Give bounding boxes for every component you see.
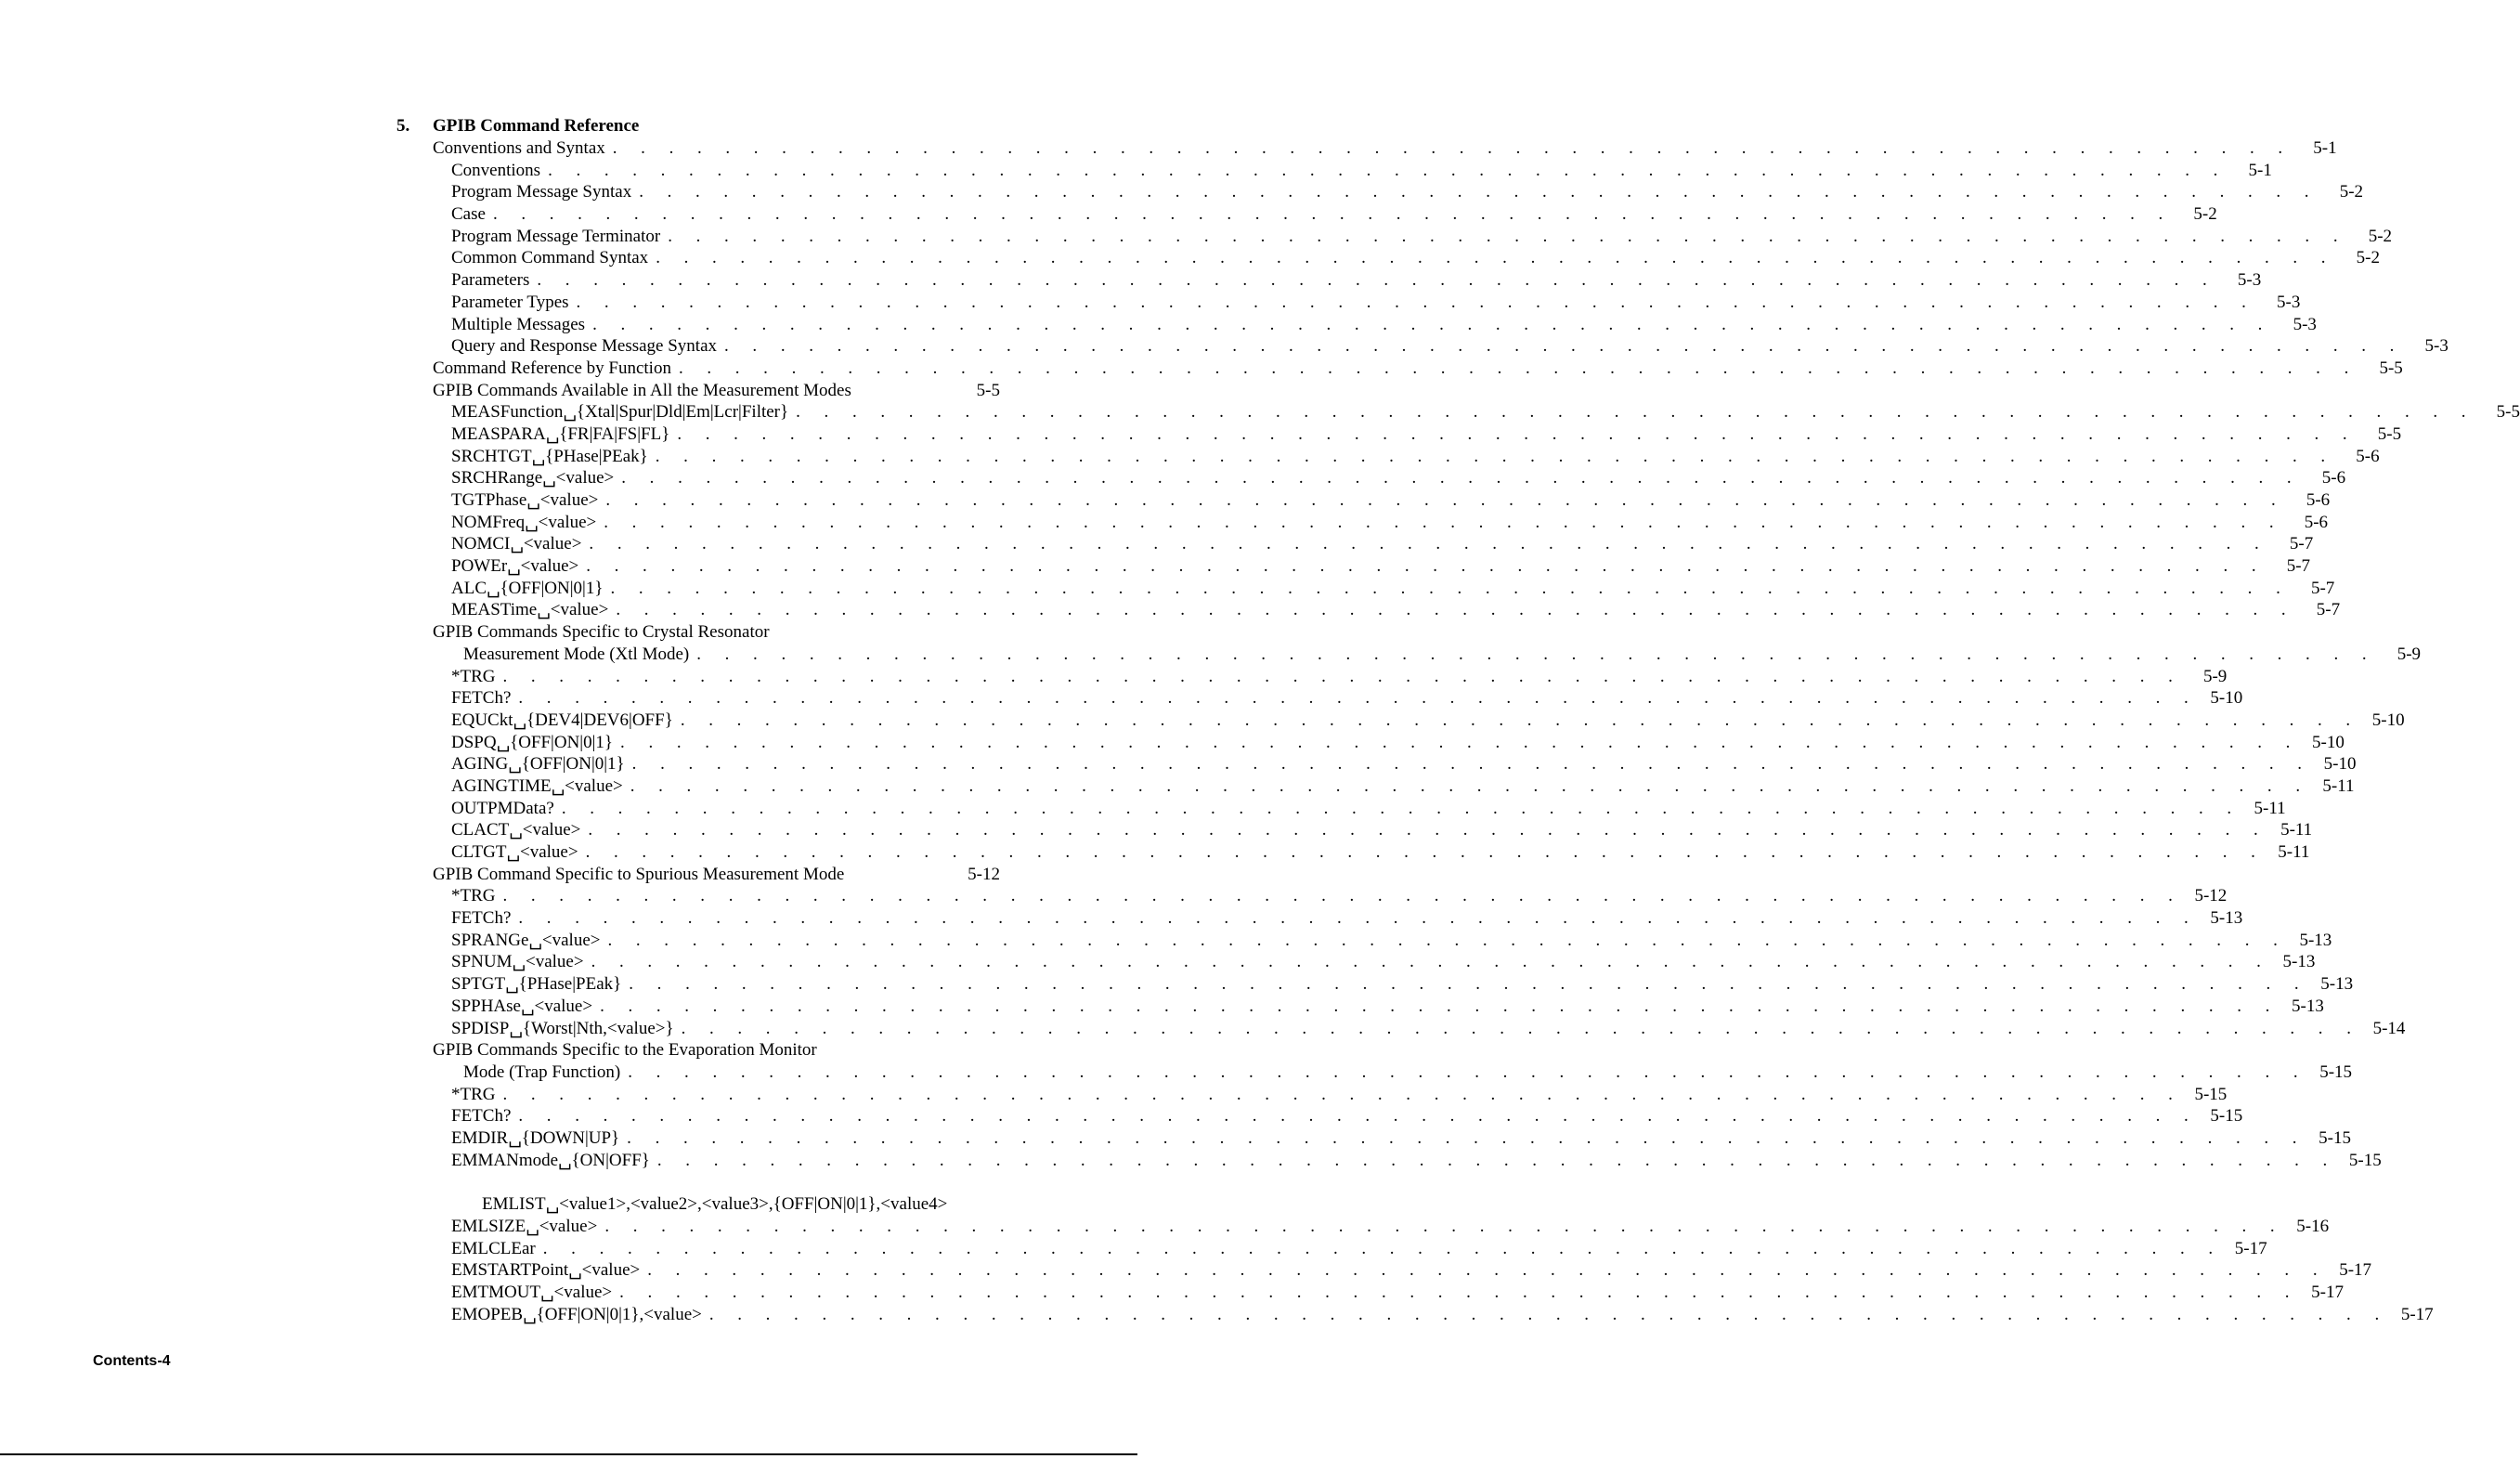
toc-entry-title: OUTPMData? (451, 798, 554, 818)
toc-entry[interactable] (396, 1039, 1000, 1062)
toc-entry[interactable] (396, 203, 2217, 226)
toc-entry[interactable] (396, 533, 2314, 555)
toc-entry[interactable] (396, 819, 2313, 841)
toc-entry-page: 5-11 (2278, 842, 2310, 862)
toc-entry-page: 5-2 (2368, 226, 2393, 246)
toc-entry[interactable] (396, 1259, 2372, 1282)
table-of-contents (396, 115, 2520, 1325)
toc-entry[interactable] (396, 885, 2228, 907)
toc-entry-title: MEASFunction␣{Xtal|Spur|Dld|Em|Lcr|Filter} (451, 402, 789, 423)
toc-entry-title: *TRG (451, 666, 496, 686)
toc-entry-page: 5-13 (2320, 974, 2354, 995)
toc-entry[interactable] (396, 292, 2301, 314)
dot-leader: . . . . . . . . . . . . . . . . . . . . . . . . . . . . . . . . . . . . . . . . . . . . . . . . . . . . . . . . . . . . (600, 996, 2280, 1016)
dot-leader: . . . . . . . . . . . . . . . . . . . . . . . . . . . . . . . . . . . . . . . . . . . . . . . . . . . . . . . . . . . . (592, 314, 2272, 334)
toc-entry-page: 5-17 (2400, 1304, 2434, 1324)
toc-entry-page: 5-7 (2289, 534, 2314, 554)
toc-entry-title: *TRG (451, 886, 496, 906)
dot-leader: . . . . . . . . . . . . . . . . . . . . . . . . . . . . . . . . . . . . . . . . . . . . . . . . . . . . . . . . . . . . (639, 182, 2319, 202)
toc-entry-page: 5-10 (2371, 710, 2405, 730)
toc-entry-page: 5-17 (2339, 1260, 2372, 1281)
toc-entry-title: GPIB Command Specific to Spurious Measurement Mode (433, 864, 845, 884)
toc-entry-title: EQUCkt␣{DEV4|DEV6|OFF} (451, 710, 673, 730)
toc-entry[interactable] (396, 160, 2272, 182)
toc-entry[interactable] (396, 489, 2331, 512)
dot-leader: . . . . . . . . . . . . . . . . . . . . . . . . . . . . . . . . . . . . . . . . . . . . . . . . . . . . . . . . . . . . (537, 270, 2217, 291)
dot-leader: . . . . . . . . . . . . . . . . . . . . . . . . . . . . . . . . . . . . . . . . . . . . . . . . . . . . . . . . . . . . (561, 798, 2241, 818)
toc-entry-title: GPIB Commands Specific to Crystal Resonator (433, 622, 770, 643)
toc-entry[interactable] (396, 1216, 2330, 1238)
dot-leader: . . . . . . . . . . . . . . . . . . . . . . . . . . . . . . . . . . . . . . . . . . . . . . . . . . . . . . . . . . . . (585, 842, 2266, 862)
toc-entry-page: 5-2 (2193, 204, 2217, 225)
dot-leader: . . . . . . . . . . . . . . . . . . . . . . . . . . . . . . . . . . . . . . . . . . . . . . . . . . . . . . . . . . . . (610, 578, 2291, 598)
toc-entry[interactable] (396, 1062, 2353, 1084)
toc-entry-title: SRCHRange␣<value> (451, 468, 615, 488)
toc-entry[interactable] (396, 1238, 2267, 1260)
dot-leader: . . . . . . . . . . . . . . . . . . . . . . . . . . . . . . . . . . . . . . . . . . . . . . . . . . . . . . . . . . . . (655, 446, 2335, 466)
dot-leader: . . . . . . . . . . . . . . . . . . . . . . . . . . . . . . . . . . . . . . . . . . . . . . . . . . . . . . . . . . . . (586, 556, 2267, 577)
toc-entry-page: 5-3 (2293, 314, 2317, 334)
dot-leader: . . . . . . . . . . . . . . . . . . . . . . . . . . . . . . . . . . . . . . . . . . . . . . . . . . . . . . . . . . . . (656, 1150, 2337, 1170)
dot-leader: . . . . . . . . . . . . . . . . . . . . . . . . . . . . . . . . . . . . . . . . . . . . . . . . . . . . . . . . . . . . (605, 490, 2286, 510)
toc-entry-title: Parameter Types (451, 292, 569, 312)
toc-entry-page: 5-11 (2280, 820, 2313, 840)
toc-entry-page: 5-13 (2282, 952, 2316, 972)
toc-entry[interactable] (396, 753, 2357, 775)
toc-entry-title: Common Command Syntax (451, 248, 649, 268)
toc-entry-page: 5-7 (2316, 600, 2341, 620)
toc-entry-page: 5-6 (2356, 446, 2380, 466)
toc-entry-title: MEASTime␣<value> (451, 600, 609, 620)
toc-entry-page: 5-2 (2339, 182, 2364, 202)
toc-entry-title: GPIB Commands Available in All the Measurement Modes (433, 380, 851, 400)
dot-leader: . . . . . . . . . . . . . . . . . . . . . . . . . . . . . . . . . . . . . . . . . . . . . . . . . . . . . . . . . . . . (696, 644, 2377, 664)
toc-entry[interactable] (396, 687, 2243, 710)
dot-leader: . . . . . . . . . . . . . . . . . . . . . . . . . . . . . . . . . . . . . . . . . . . . . . . . . . . . . . . . . . . . (518, 1106, 2199, 1127)
toc-entry-page: 5-10 (2210, 688, 2243, 709)
toc-entry-page: 5-14 (2372, 1018, 2406, 1038)
toc-entry-title: EMMANmode␣{ON|OFF} (451, 1150, 650, 1170)
dot-leader: . . . . . . . . . . . . . . . . . . . . . . . . . . . . . . . . . . . . . . . . . . . . . . . . . . . . . . . . . . . . (619, 1283, 2299, 1303)
toc-entry-title: GPIB Commands Specific to the Evaporation Monitor (433, 1040, 817, 1061)
chapter-number: 5. (396, 116, 410, 136)
toc-entry-page: 5-7 (2310, 578, 2335, 598)
toc-entry-title: Case (451, 204, 486, 225)
toc-entry-page: 5-11 (2254, 798, 2286, 818)
dot-leader: . . . . . . . . . . . . . . . . . . . . . . . . . . . . . . . . . . . . . . . . . . . . . . . . . . . . . . . . . . . . (656, 248, 2335, 268)
dot-leader: . . . . . . . . . . . . . . . . . . . . . . . . . . . . . . . . . . . . . . . . . . . . . . . . . . . . . . . . . . . . (708, 1304, 2389, 1324)
toc-entry[interactable] (396, 973, 2354, 996)
toc-entry[interactable] (396, 1018, 2406, 1040)
toc-entry-page: 5-3 (2277, 292, 2301, 312)
toc-entry-title: EMSTARTPoint␣<value> (451, 1260, 641, 1281)
dot-leader: . . . . . . . . . . . . . . . . . . . . . . . . . . . . . . . . . . . . . . . . . . . . . . . . . . . . . . . . . . . . (616, 600, 2296, 620)
toc-entry[interactable] (396, 358, 2403, 380)
dot-leader: . . . . . . . . . . . . . . . . . . . . . . . . . . . . . . . . . . . . . . . . . . . . . . . . . . . . . . . . . . . . (588, 820, 2268, 840)
toc-entry-page: 5-10 (2312, 732, 2345, 752)
toc-entry[interactable] (396, 666, 2228, 688)
toc-entry-title: SPRANGe␣<value> (451, 930, 601, 950)
dot-leader: . . . . . . . . . . . . . . . . . . . . . . . . . . . . . . . . . . . . . . . . . . . . . . . . . . . . . . . . . . . . (724, 336, 2404, 357)
dot-leader: . . . . . . . . . . . . . . . . . . . . . . . . . . . . . . . . . . . . . . . . . . . . . . . . . . . . . . . . . . . . (612, 138, 2293, 158)
toc-entry-page: 5-10 (2323, 754, 2357, 775)
toc-entry-page: 5-3 (2237, 270, 2262, 291)
dot-leader: . . . . . . . . . . . . . . . . . . . . . . . . . . . . . . . . . . . . . . . . . . . . . . . . . . . . . . . . . . . . (502, 666, 2183, 686)
toc-entry-title: AGINGTIME␣<value> (451, 775, 623, 796)
toc-entry-page: 5-17 (2234, 1238, 2267, 1258)
chapter-heading (396, 115, 1000, 137)
toc-entry-page: 5-2 (2356, 248, 2380, 268)
toc-entry[interactable] (396, 314, 2317, 336)
toc-entry[interactable] (396, 181, 2364, 203)
toc-entry-page: 5-13 (2292, 996, 2324, 1016)
toc-entry[interactable] (396, 732, 2345, 754)
dot-leader: . . . . . . . . . . . . . . . . . . . . . . . . . . . . . . . . . . . . . . . . . . . . . . . . . . . . . . . . . . . . (607, 930, 2288, 950)
toc-entry-title: EMLCLEar (451, 1238, 536, 1258)
toc-entry-title: Measurement Mode (Xtl Mode) (463, 644, 690, 664)
toc-entry-page: 5-12 (2194, 886, 2228, 906)
toc-entry-title: *TRG (451, 1084, 496, 1104)
dot-leader: . . . . . . . . . . . . . . . . . . . . . . . . . . . . . . . . . . . . . . . . . . . . . . . . . . . . . . . . . . . . (680, 710, 2360, 730)
dot-leader: . . . . . . . . . . . . . . . . . . . . . . . . . . . . . . . . . . . . . . . . . . . . . . . . . . . . . . . . . . . . (628, 1062, 2308, 1082)
toc-entry[interactable] (396, 1282, 2344, 1304)
page-footer-label: Contents-4 (93, 1353, 171, 1369)
toc-entry-title: ALC␣{OFF|ON|0|1} (451, 578, 604, 598)
toc-entry-title[interactable]: EMLIST␣<value1>,<value2>,<value3>,{OFF|ON|0|1},<value4> (482, 1194, 948, 1215)
dot-leader: . . . . . . . . . . . . . . . . . . . . . . . . . . . . . . . . . . . . . . . . . . . . . . . . . . . . . . . . . . . . (576, 292, 2256, 312)
dot-leader: . . . . . . . . . . . . . . . . . . . . . . . . . . . . . . . . . . . . . . . . . . . . . . . . . . . . . . . . . . . . (630, 775, 2310, 796)
toc-entry-page: 5-13 (2210, 908, 2243, 929)
toc-entry-title: SPDISP␣{Worst|Nth,<value>} (451, 1018, 674, 1038)
toc-entry[interactable] (396, 1150, 2382, 1172)
toc-entry[interactable] (396, 380, 1000, 402)
toc-entry-page: 5-1 (2313, 138, 2337, 158)
toc-entry-page: 5-5 (976, 380, 1000, 400)
dot-leader: . . . . . . . . . . . . . . . . . . . . . . . . . . . . . . . . . . . . . . . . . . . . . . . . . . . . . . . . . . . . (591, 952, 2271, 972)
dot-leader: . . . . . . . . . . . . . . . . . . . . . . . . . . . . . . . . . . . . . . . . . . . . . . . . . . . . . . . . . . . . (518, 688, 2199, 709)
toc-entry-page: 5-15 (2319, 1062, 2353, 1082)
toc-entry[interactable] (396, 1084, 2228, 1106)
toc-entry-page: 5-15 (2319, 1127, 2351, 1148)
toc-entry[interactable] (396, 710, 2405, 732)
toc-entry[interactable] (396, 137, 2337, 160)
toc-entry-page: 5-17 (2311, 1283, 2344, 1303)
dot-leader: . . . . . . . . . . . . . . . . . . . . . . . . . . . . . . . . . . . . . . . . . . . . . . . . . . . . . . . . . . . . (647, 1260, 2328, 1281)
toc-entry-page: 5-9 (2397, 644, 2422, 664)
toc-entry[interactable] (396, 578, 2335, 600)
toc-entry[interactable] (396, 446, 2380, 468)
toc-entry-title: Mode (Trap Function) (463, 1062, 621, 1082)
toc-entry-title: EMOPEB␣{OFF|ON|0|1},<value> (451, 1304, 702, 1324)
toc-entry-title: NOMFreq␣<value> (451, 512, 597, 532)
toc-entry[interactable] (396, 864, 1000, 886)
toc-entry-title: FETCh? (451, 908, 512, 929)
toc-entry-title: Multiple Messages (451, 314, 586, 334)
toc-entry-title: CLACT␣<value> (451, 820, 581, 840)
toc-entry-title: Conventions and Syntax (433, 138, 605, 158)
toc-entry-page: 5-12 (968, 864, 1000, 884)
toc-entry-page: 5-1 (2248, 160, 2272, 180)
toc-entry-title: DSPQ␣{OFF|ON|0|1} (451, 732, 614, 752)
toc-entry-title: EMTMOUT␣<value> (451, 1283, 613, 1303)
toc-entry-page: 5-6 (2321, 468, 2346, 488)
toc-entry[interactable] (396, 269, 2262, 292)
toc-entry[interactable] (396, 1127, 2351, 1150)
toc-entry[interactable] (396, 798, 2286, 820)
toc-entry[interactable] (396, 247, 2380, 269)
toc-entry-page: 5-5 (2496, 402, 2520, 423)
toc-entries (396, 137, 2520, 1325)
dot-leader: . . . . . . . . . . . . . . . . . . . . . . . . . . . . . . . . . . . . . . . . . . . . . . . . . . . . . . . . . . . . (492, 204, 2173, 225)
toc-entry-page: 5-9 (2202, 666, 2228, 686)
chapter-title: GPIB Command Reference (433, 116, 640, 136)
toc-entry-page: 5-15 (2348, 1150, 2382, 1170)
toc-entry-title: FETCh? (451, 688, 512, 709)
toc-entry-title: Conventions (451, 160, 541, 180)
toc-entry-page: 5-5 (2377, 423, 2402, 444)
toc-entry[interactable] (396, 1105, 2243, 1127)
toc-entry[interactable] (396, 775, 2355, 798)
toc-entry-title: Command Reference by Function (433, 358, 671, 378)
toc-entry-title: Program Message Syntax (451, 182, 632, 202)
toc-entry-title: EMDIR␣{DOWN|UP} (451, 1127, 620, 1148)
dot-leader: . . . . . . . . . . . . . . . . . . . . . . . . . . . . . . . . . . . . . . . . . . . . . . . . . . . . . . . . . . . . (796, 402, 2475, 423)
toc-entry-page: 5-6 (2306, 490, 2331, 510)
toc-entry-page: 5-5 (2379, 358, 2403, 378)
toc-entry-title: Program Message Terminator (451, 226, 661, 246)
toc-entry[interactable] (396, 423, 2402, 446)
toc-entry-title: FETCh? (451, 1106, 512, 1127)
toc-entry[interactable] (396, 951, 2316, 973)
toc-entry-title: NOMCI␣<value> (451, 534, 582, 554)
toc-entry-title: SPTGT␣{PHase|PEak} (451, 974, 622, 995)
dot-leader: . . . . . . . . . . . . . . . . . . . . . . . . . . . . . . . . . . . . . . . . . . . . . . . . . . . . . . . . . . . . (604, 1217, 2285, 1236)
toc-entry-title: POWEr␣<value> (451, 556, 579, 577)
toc-entry-title: EMLSIZE␣<value> (451, 1217, 598, 1236)
dot-leader: . . . . . . . . . . . . . . . . . . . . . . . . . . . . . . . . . . . . . . . . . . . . . . . . . . . . . . . . . . . . (629, 974, 2309, 995)
toc-entry[interactable] (396, 996, 2324, 1018)
dot-leader: . . . . . . . . . . . . . . . . . . . . . . . . . . . . . . . . . . . . . . . . . . . . . . . . . . . . . . . . . . . . (627, 1127, 2306, 1148)
dot-leader: . . . . . . . . . . . . . . . . . . . . . . . . . . . . . . . . . . . . . . . . . . . . . . . . . . . . . . . . . . . . (548, 160, 2228, 180)
toc-entry-page: 5-6 (2304, 512, 2329, 532)
bottom-rule (0, 1453, 1137, 1455)
toc-entry-page: 5-15 (2210, 1106, 2243, 1127)
toc-entry[interactable] (396, 555, 2311, 578)
toc-entry[interactable] (396, 599, 2341, 621)
toc-entry-title: SPPHAse␣<value> (451, 996, 593, 1016)
toc-entry-page: 5-3 (2424, 336, 2449, 357)
toc-entry[interactable] (396, 1304, 2434, 1326)
toc-entry-title: Parameters (451, 270, 530, 291)
dot-leader: . . . . . . . . . . . . . . . . . . . . . . . . . . . . . . . . . . . . . . . . . . . . . . . . . . . . . . . . . . . . (621, 468, 2302, 488)
dot-leader: . . . . . . . . . . . . . . . . . . . . . . . . . . . . . . . . . . . . . . . . . . . . . . . . . . . . . . . . . . . . (502, 886, 2183, 906)
spacer (396, 1171, 1000, 1193)
dot-leader: . . . . . . . . . . . . . . . . . . . . . . . . . . . . . . . . . . . . . . . . . . . . . . . . . . . . . . . . . . . . (542, 1238, 2223, 1258)
toc-entry[interactable] (396, 401, 2520, 423)
dot-leader: . . . . . . . . . . . . . . . . . . . . . . . . . . . . . . . . . . . . . . . . . . . . . . . . . . . . . . . . . . . . (668, 226, 2348, 246)
toc-entry[interactable] (396, 907, 2243, 930)
toc-entry-title: CLTGT␣<value> (451, 842, 578, 862)
toc-entry-title: TGTPhase␣<value> (451, 490, 599, 510)
dot-leader: . . . . . . . . . . . . . . . . . . . . . . . . . . . . . . . . . . . . . . . . . . . . . . . . . . . . . . . . . . . . (631, 754, 2312, 775)
toc-entry-page: 5-11 (2322, 775, 2355, 796)
toc-entry[interactable] (396, 930, 2332, 952)
toc-entry-title: SRCHTGT␣{PHase|PEak} (451, 446, 648, 466)
dot-leader: . . . . . . . . . . . . . . . . . . . . . . . . . . . . . . . . . . . . . . . . . . . . . . . . . . . . . . . . . . . . (604, 512, 2284, 532)
toc-entry-page: 5-15 (2194, 1084, 2228, 1104)
toc-entry-title: Query and Response Message Syntax (451, 336, 718, 357)
toc-entry[interactable] (396, 335, 2449, 358)
toc-entry-page: 5-7 (2286, 556, 2311, 577)
toc-entry-title: SPNUM␣<value> (451, 952, 584, 972)
toc-entry[interactable] (396, 621, 1000, 644)
toc-entry[interactable] (396, 226, 2393, 248)
dot-leader: . . . . . . . . . . . . . . . . . . . . . . . . . . . . . . . . . . . . . . . . . . . . . . . . . . . . . . . . . . . . (681, 1018, 2361, 1038)
dot-leader: . . . . . . . . . . . . . . . . . . . . . . . . . . . . . . . . . . . . . . . . . . . . . . . . . . . . . . . . . . . . (518, 908, 2199, 929)
dot-leader: . . . . . . . . . . . . . . . . . . . . . . . . . . . . . . . . . . . . . . . . . . . . . . . . . . . . . . . . . . . . (677, 423, 2358, 444)
toc-entry[interactable] (396, 467, 2346, 489)
dot-leader: . . . . . . . . . . . . . . . . . . . . . . . . . . . . . . . . . . . . . . . . . . . . . . . . . . . . . . . . . . . . (678, 358, 2358, 378)
toc-entry[interactable] (396, 512, 2329, 534)
toc-entry-title: AGING␣{OFF|ON|0|1} (451, 754, 625, 775)
dot-leader: . . . . . . . . . . . . . . . . . . . . . . . . . . . . . . . . . . . . . . . . . . . . . . . . . . . . . . . . . . . . (620, 732, 2300, 752)
toc-entry-page: 5-16 (2296, 1217, 2330, 1236)
toc-entry[interactable] (396, 644, 2422, 666)
toc-entry[interactable] (396, 841, 2310, 864)
dot-leader: . . . . . . . . . . . . . . . . . . . . . . . . . . . . . . . . . . . . . . . . . . . . . . . . . . . . . . . . . . . . (589, 534, 2269, 554)
dot-leader: . . . . . . . . . . . . . . . . . . . . . . . . . . . . . . . . . . . . . . . . . . . . . . . . . . . . . . . . . . . . (502, 1084, 2183, 1104)
toc-entry-title: MEASPARA␣{FR|FA|FS|FL} (451, 423, 670, 444)
toc-entry-page: 5-13 (2299, 930, 2332, 950)
